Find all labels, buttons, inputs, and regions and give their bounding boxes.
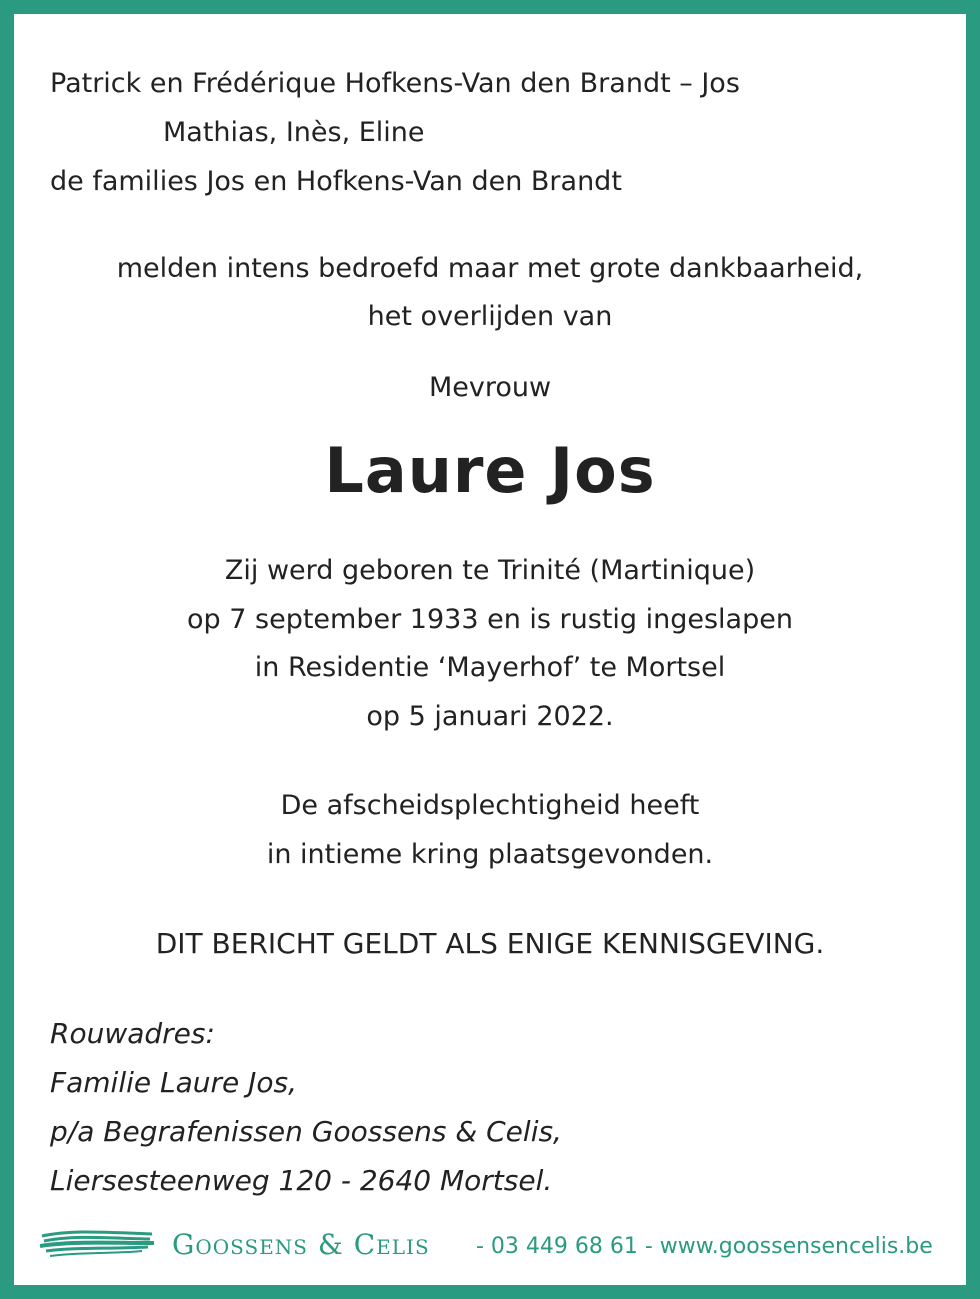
birth-line-4: op 5 januari 2022. [366, 701, 614, 732]
announcement-line-2: het overlijden van [367, 301, 613, 332]
company-name: Goossens & Celis [172, 1228, 430, 1261]
family-line-3: de families Jos en Hofkens-Van den Brandt [50, 166, 622, 197]
ceremony-line-1: De afscheidsplechtigheid heeft [280, 790, 700, 821]
company-logo-icon [40, 1228, 156, 1262]
address-line-3: Liersesteenweg 120 - 2640 Mortsel. [50, 1164, 553, 1197]
deceased-name: Laure Jos [324, 434, 656, 507]
salutation: Mevrouw [428, 372, 552, 403]
address-line-2: p/a Begrafenissen Goossens & Celis, [50, 1115, 562, 1148]
address-label: Rouwadres: [50, 1017, 215, 1050]
company-contact: - 03 449 68 61 - www.goossensencelis.be [476, 1234, 933, 1259]
birth-line-3: in Residentie ‘Mayerhof’ te Mortsel [254, 652, 726, 683]
birth-line-2: op 7 september 1933 en is rustig ingeslapen [187, 604, 793, 635]
address-line-1: Familie Laure Jos, [50, 1066, 298, 1099]
birth-line-1: Zij werd geboren te Trinité (Martinique) [224, 555, 756, 586]
family-line-2: Mathias, Inès, Eline [163, 117, 425, 148]
announcement-line-1: melden intens bedroefd maar met grote dankbaarheid, [116, 253, 864, 284]
family-line-1: Patrick en Frédérique Hofkens-Van den Brandt – Jos [50, 68, 740, 99]
notice: DIT BERICHT GELDT ALS ENIGE KENNISGEVING. [155, 927, 825, 960]
ceremony-line-2: in intieme kring plaatsgevonden. [266, 839, 714, 870]
